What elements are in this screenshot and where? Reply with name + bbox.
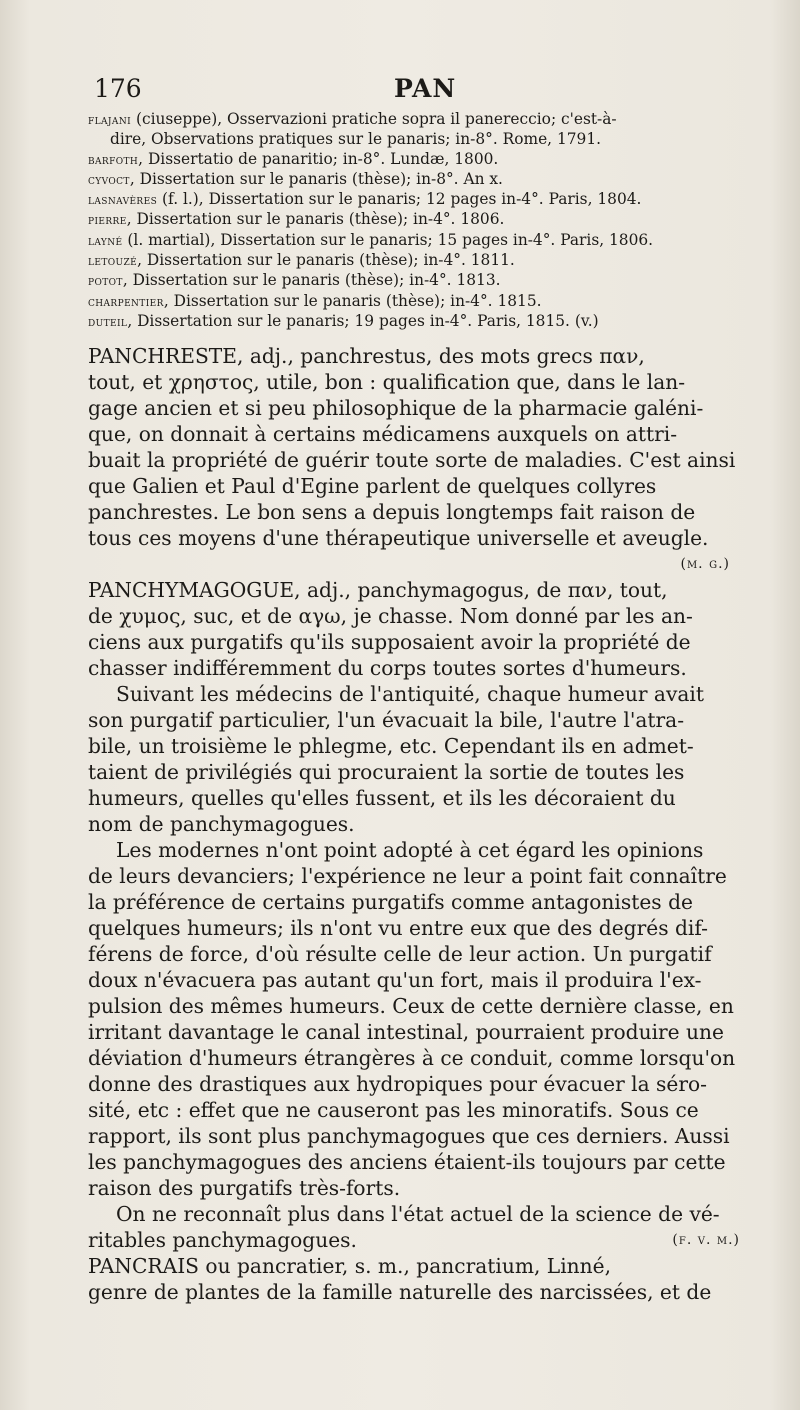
text-line: nom de panchymagogues. [88,812,355,836]
bibliography-entry [88,170,758,190]
bibliography-text: , Dissertation sur le panaris; 19 pages in-4°. Paris, 1815. (v.) [127,311,599,330]
text-line: tous ces moyens d'une thérapeutique universelle et aveugle. [88,526,709,550]
bibliography-author: letouzé [88,254,138,270]
text-line: On ne reconnaît plus dans l'état actuel de la science de vé- [116,1202,720,1226]
bibliography-author: layné [88,233,123,249]
text-line: férens de force, d'où résulte celle de leur action. Un purgatif [88,942,712,966]
text-line: gage ancien et si peu philosophique de la pharmacie galéni- [88,396,704,420]
running-head: PAN [394,74,457,103]
bibliography-author: pierre [88,213,127,229]
bibliography-entry [88,292,758,312]
text-line: humeurs, quelles qu'elles fussent, et ils les décoraient du [88,786,676,810]
text-line: la préférence de certains purgatifs comme antagonistes de [88,890,693,914]
text-line [88,1227,760,1253]
author-signature: (f. v. m.) [672,1232,740,1248]
text-line: son purgatif particulier, l'un évacuait la bile, l'autre l'atra- [88,708,685,732]
bibliography-entry [88,190,758,210]
bibliography-entry [88,312,758,332]
text-line: de χυμος, suc, et de αγω, je chasse. Nom donné par les an- [88,604,693,628]
bibliography-entry [88,150,758,170]
text-line-content: ritables panchymagogues. [88,1228,357,1252]
bibliography-entry [88,130,758,149]
page-header [94,74,760,114]
bibliography-entry [88,110,758,130]
text-line: PANCHRESTE, adj., panchrestus, des mots grecs παν, [88,344,645,368]
bibliography-text: , Dissertatio de panaritio; in-8°. Lundæ, 1800. [138,149,499,168]
text-line: quelques humeurs; ils n'ont vu entre eux que des degrés dif- [88,916,708,940]
bibliography-text: (l. martial), Dissertation sur le panaris; 15 pages in-4°. Paris, 1806. [122,230,654,249]
text-line: rapport, ils sont plus panchymagogues que ces derniers. Aussi [88,1124,730,1148]
article-body [88,343,760,1305]
text-line: PANCHYMAGOGUE, adj., panchymagogus, de παν, tout, [88,578,668,602]
text-line: que, on donnait à certains médicamens auxquels on attri- [88,422,678,446]
text-line: Les modernes n'ont point adopté à cet égard les opinions [116,838,704,862]
text-line: déviation d'humeurs étrangères à ce conduit, comme lorsqu'on [88,1046,736,1070]
text-line: de leurs devanciers; l'expérience ne leur a point fait connaître [88,864,727,888]
bibliography-text: (ciuseppe), Osservazioni pratiche sopra il panereccio; c'est-à- [131,110,617,128]
text-line: donne des drastiques aux hydropiques pour évacuer la séro- [88,1072,707,1096]
bibliography-author: charpentier [88,294,164,310]
bibliography-author: lasnavères [88,193,158,209]
bibliography-entry [88,271,758,291]
bibliography-list [88,110,758,332]
page-number: 176 [94,74,142,103]
text-line: ciens aux purgatifs qu'ils supposaient avoir la propriété de [88,630,691,654]
bibliography-text: , Dissertation sur le panaris (thèse); in-4°. 1815. [163,291,542,310]
text-line: genre de plantes de la famille naturelle des narcissées, et de [88,1280,712,1304]
bibliography-entry [88,251,758,271]
text-line: Suivant les médecins de l'antiquité, chaque humeur avait [116,682,704,706]
bibliography-author: barfoth [88,152,139,168]
text-line: panchrestes. Le bon sens a depuis longtemps fait raison de [88,500,696,524]
bibliography-text: , Dissertation sur le panaris (thèse); in-4°. 1806. [126,210,505,229]
bibliography-text: dire, Observations pratiques sur le panaris; in-8°. Rome, 1791. [110,130,602,149]
bibliography-text: , Dissertation sur le panaris (thèse); in-8°. An x. [129,169,503,188]
bibliography-text: , Dissertation sur le panaris (thèse); in-4°. 1811. [137,251,515,270]
text-line: chasser indifféremment du corps toutes sortes d'humeurs. [88,656,687,680]
text-line: buait la propriété de guérir toute sorte de maladies. C'est ainsi [88,448,736,472]
bibliography-text: , Dissertation sur le panaris (thèse); in-4°. 1813. [122,271,501,290]
text-line: sité, etc : effet que ne causeront pas les minoratifs. Sous ce [88,1098,699,1122]
text-line: doux n'évacuera pas autant qu'un fort, mais il produira l'ex- [88,968,702,992]
text-line: irritant davantage le canal intestinal, pourraient produire une [88,1020,724,1044]
text-line: raison des purgatifs très-forts. [88,1176,401,1200]
text-line: les panchymagogues des anciens étaient-ils toujours par cette [88,1150,726,1174]
bibliography-entry [88,210,758,230]
text-line: pulsion des mêmes humeurs. Ceux de cette dernière classe, en [88,994,734,1018]
bibliography-author: flajani [88,113,132,128]
author-signature: (m. g.) [680,556,730,572]
text-line: PANCRAIS ou pancratier, s. m., pancratium, Linné, [88,1254,612,1278]
bibliography-author: cyvoct [88,172,130,188]
text-line: bile, un troisième le phlegme, etc. Cependant ils en admet- [88,734,694,758]
bibliography-entry [88,231,758,251]
bibliography-text: (f. l.), Dissertation sur le panaris; 12 pages in-4°. Paris, 1804. [157,190,642,209]
text-line: que Galien et Paul d'Egine parlent de quelques collyres [88,474,657,498]
text-line: tout, et χρηστος, utile, bon : qualification que, dans le lan- [88,370,686,394]
text-line: taient de privilégiés qui procuraient la sortie de toutes les [88,760,685,784]
bibliography-author: duteil [88,314,128,330]
bibliography-author: potot [88,274,123,290]
